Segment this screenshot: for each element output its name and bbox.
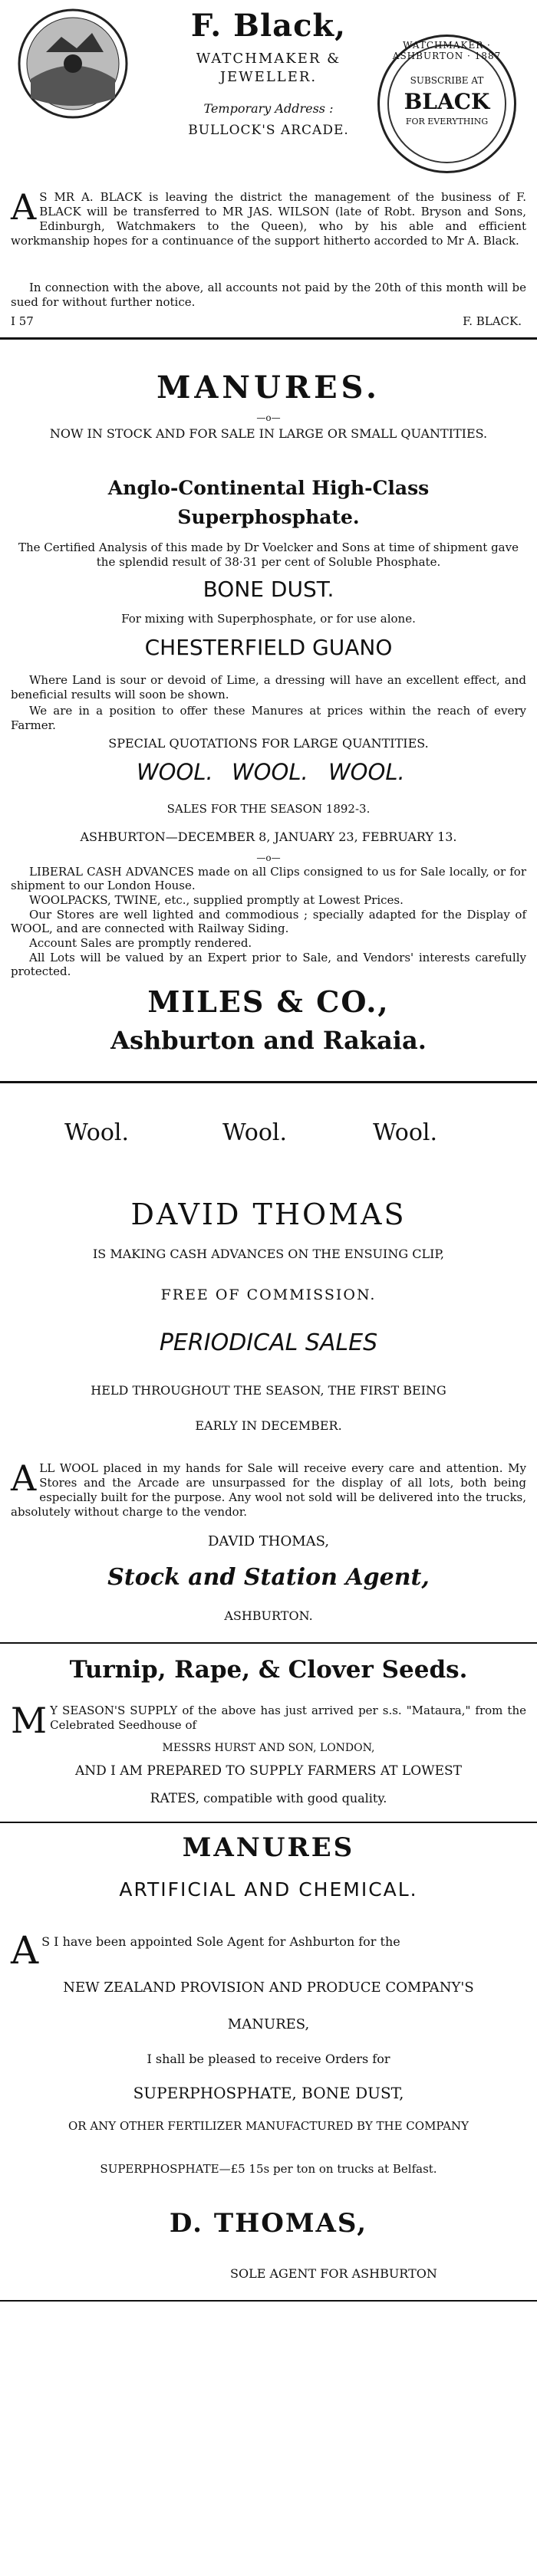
miles-accounts: Account Sales are promptly rendered. <box>29 936 252 950</box>
seeds-messrs: MESSRS HURST AND SON, LONDON, <box>162 1742 375 1754</box>
manures-sub: ARTIFICIAL AND CHEMICAL. <box>119 1878 418 1901</box>
miles-stock: NOW IN STOCK AND FOR SALE IN LARGE OR SMALL QUANTITIES. <box>49 426 488 441</box>
miles-analysis: The Certified Analysis of this made by Dr Voelcker and Sons at time of shipment gave the splendid result of 38·31 per cent of Soluble Phosphate. <box>18 540 519 569</box>
miles-special: SPECIAL QUOTATIONS FOR LARGE QUANTITIES. <box>108 736 429 751</box>
thomas-sig-name: DAVID THOMAS, <box>207 1533 330 1549</box>
divider-rule <box>0 1822 537 1823</box>
black-name: F. Black, <box>190 8 347 44</box>
black-trade-1: WATCHMAKER & <box>196 51 341 67</box>
black-seal <box>377 34 516 173</box>
divider-rule <box>0 1081 537 1083</box>
miles-land: Where Land is sour or devoid of Lime, a dressing will have an excellent effect, and beneficial results will soon be shown. <box>11 673 526 702</box>
miles-position: We are in a position to offer these Manures at prices within the reach of every Farmer. <box>11 704 526 732</box>
miles-chesterfield: CHESTERFIELD GUANO <box>144 635 393 660</box>
miles-stores: Our Stores are well lighted and commodious ; specially adapted for the Display of WOOL, and are connected with Railway Siding. <box>11 908 526 935</box>
manures-line-1: A S I have been appointed Sole Agent for Ashburton for the <box>11 1928 400 1973</box>
miles-dates: ASHBURTON—DECEMBER 8, JANUARY 23, FEBRUARY 13. <box>80 830 457 844</box>
miles-sales: SALES FOR THE SEASON 1892-3. <box>166 802 371 816</box>
miles-lots: All Lots will be valued by an Expert prior to Sale, and Vendors' interests carefully protected. <box>11 951 526 978</box>
black-paragraph-1: A S MR A. BLACK is leaving the district the management of the business of F. BLACK will be transferred to MR JAS. WILSON (late of Robt. Bryson and Sons, Edinburgh, Watchmakers to the Queen), who by his able and efficient workmanship hopes for a continuance of the support hitherto accorded to Mr A. Black. <box>11 186 526 248</box>
miles-anglo-1: Anglo-Continental High-Class <box>107 477 430 499</box>
thomas-early: EARLY IN DECEMBER. <box>195 1418 342 1433</box>
miles-place: Ashburton and Rakaia. <box>110 1026 427 1055</box>
miles-liberal: LIBERAL CASH ADVANCES made on all Clips consigned to us for Sale locally, or for shipment to our London House. <box>11 865 526 892</box>
black-ref: I 57 <box>11 314 34 328</box>
thomas-held: HELD THROUGHOUT THE SEASON, THE FIRST BEING <box>91 1383 446 1398</box>
black-trade-2: JEWELLER. <box>219 69 318 85</box>
miles-heading: MANURES. <box>156 370 381 406</box>
thomas-free: FREE OF COMMISSION. <box>160 1286 377 1303</box>
miles-divider: —o— <box>256 412 281 423</box>
divider-rule <box>0 1642 537 1644</box>
seal-ring-text: WATCHMAKER · ASHBURTON · 1887 <box>392 40 502 61</box>
seal-text-2: BLACK <box>404 89 490 114</box>
manures-heading: MANURES <box>182 1832 355 1863</box>
miles-divider-2: —o— <box>256 853 281 863</box>
black-temporary: Temporary Address : <box>203 101 334 116</box>
divider-rule <box>0 2300 537 2302</box>
miles-firm: MILES & CO., <box>147 984 390 1019</box>
miles-anglo-2: Superphosphate. <box>177 506 360 528</box>
manures-line-5: SUPERPHOSPHATE, BONE DUST, <box>133 2084 404 2102</box>
manures-line-2: NEW ZEALAND PROVISION AND PRODUCE COMPANY'S <box>63 1980 474 1996</box>
manures-signature: D. THOMAS, <box>169 2208 368 2239</box>
miles-wool-1: WOOL. <box>137 759 213 785</box>
seeds-heading: Turnip, Rape, & Clover Seeds. <box>69 1656 468 1684</box>
seeds-prepared: AND I AM PREPARED TO SUPPLY FARMERS AT LOWEST <box>74 1763 463 1779</box>
thomas-advances: IS MAKING CASH ADVANCES ON THE ENSUING CLIP, <box>92 1247 445 1261</box>
seeds-season: M Y SEASON'S SUPPLY of the above has just arrived per s.s. "Mataura," from the Celebrated Seedhouse of <box>11 1700 526 1741</box>
manures-line-7: SUPERPHOSPHATE—£5 15s per ton on trucks at Belfast. <box>100 2162 437 2176</box>
manures-line-3: MANURES, <box>227 2016 310 2032</box>
thomas-periodical: PERIODICAL SALES <box>159 1329 378 1356</box>
miles-wool-row <box>0 759 537 797</box>
miles-wool-3: WOOL. <box>328 759 405 785</box>
black-arcade: BULLOCK'S ARCADE. <box>188 123 349 138</box>
miles-woolpacks: WOOLPACKS, TWINE, etc., supplied promptly at Lowest Prices. <box>29 893 404 907</box>
black-signature: F. BLACK. <box>463 314 522 328</box>
thomas-wool-row <box>0 1119 537 1156</box>
manures-line-4: I shall be pleased to receive Orders for <box>147 2052 390 2066</box>
miles-mixing: For mixing with Superphosphate, or for use alone. <box>121 612 416 626</box>
miles-wool-2: WOOL. <box>232 759 308 785</box>
thomas-agent: Stock and Station Agent, <box>107 1564 430 1591</box>
thomas-name: DAVID THOMAS <box>130 1198 407 1231</box>
thomas-wool-1: Wool. <box>64 1119 130 1146</box>
divider-rule <box>0 337 537 340</box>
seeds-rates: RATES, compatible with good quality. <box>150 1791 387 1806</box>
seal-text-3: FOR EVERYTHING <box>405 117 489 127</box>
miles-bone-dust: BONE DUST. <box>203 577 334 602</box>
thomas-all-wool: ALL WOOL placed in my hands for Sale will receive every care and attention. My Stores and the Arcade are unsurpassed for the display of all lots, both being especially built for the purpose. Any wool not sold will be delivered into the trucks, absolutely without charge to the vendor. <box>11 1457 526 1519</box>
manures-sole-agent: SOLE AGENT FOR ASHBURTON <box>230 2266 437 2281</box>
thomas-town: ASHBURTON. <box>224 1608 313 1623</box>
thomas-wool-3: Wool. <box>373 1119 438 1146</box>
thomas-wool-2: Wool. <box>222 1119 288 1146</box>
manures-line-6: OR ANY OTHER FERTILIZER MANUFACTURED BY THE COMPANY <box>68 2119 469 2133</box>
black-paragraph-2: In connection with the above, all accounts not paid by the 20th of this month will be sued for without further notice. <box>11 281 526 309</box>
seal-text-1: SUBSCRIBE AT <box>410 75 484 86</box>
